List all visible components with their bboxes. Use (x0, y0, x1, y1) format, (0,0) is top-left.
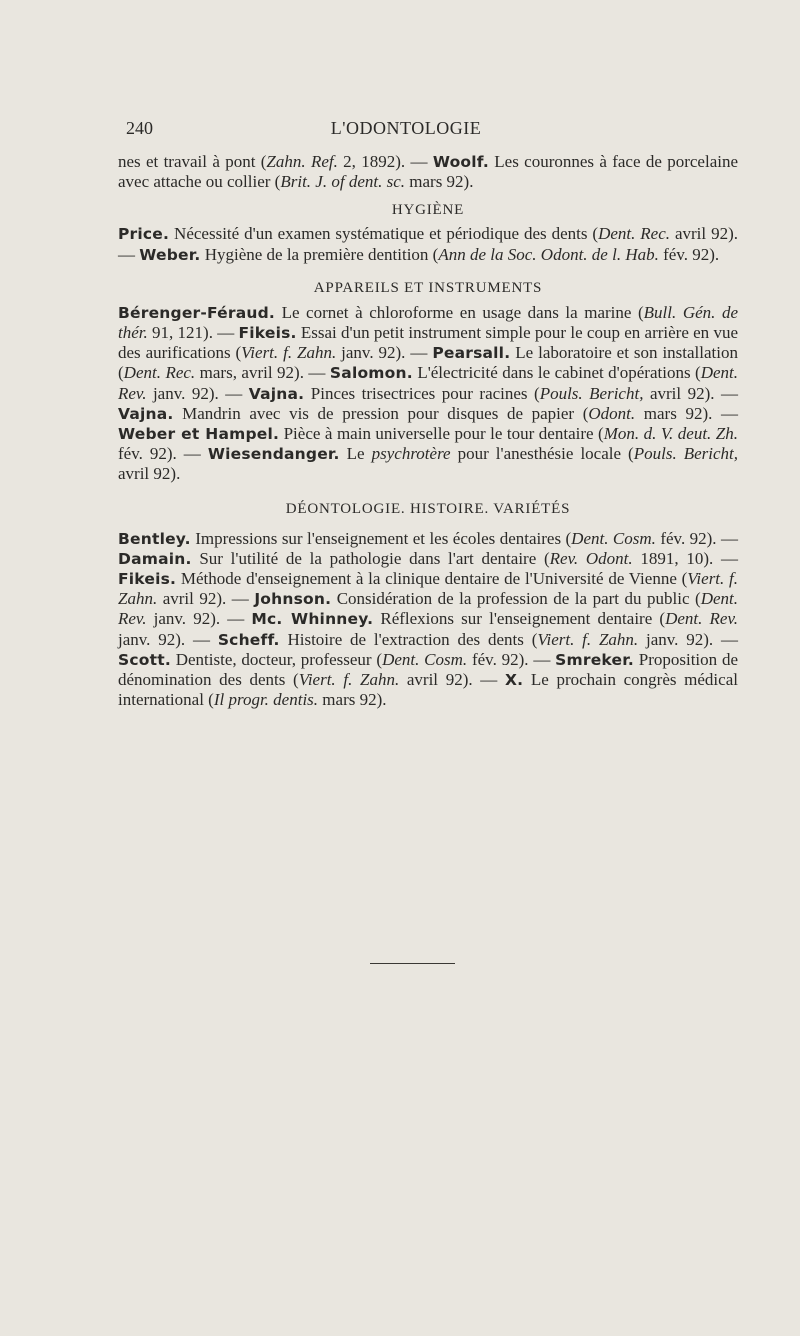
author-name: Wiesendanger. (207, 445, 340, 464)
paragraph-appareils: Bérenger-Féraud. Le cornet à chloroforme en usage dans la marine (Bull. Gén. de thér. 91, 121). — Fikeis. Essai d'un petit instrument simple pour le coup en arrière en vue des aurifications (Viert. f. Zahn. janv. 92). — Pearsall. Le laboratoire et son installation (Dent. Rec. mars, avril 92). — Salomon. L'électricité dans le cabinet d'opérations (Dent. Rev. janv. 92). — Vajna. Pinces trisectrices pour racines (Pouls. Bericht, avril 92). — Vajna. Mandrin avec vis de pression pour disques de papier (Odont. mars 92). — Weber et Hampel. Pièce à main universelle pour le tour dentaire (Mon. d. V. deut. Zh. fév. 92). — Wiesendanger. Le psychrotère pour l'anesthésie locale (Pouls. Bericht, avril 92). (118, 302, 739, 484)
author-name: Pearsall. (432, 344, 511, 363)
section-title-appareils: APPAREILS ET INSTRUMENTS (313, 279, 543, 296)
page-body (118, 152, 738, 709)
author-name: X. (504, 671, 524, 690)
section-title-hygiene: HYGIÈNE (391, 202, 465, 219)
author-name: Johnson. (254, 590, 332, 609)
author-name: Fikeis. (238, 324, 297, 343)
author-name: Scheff. (217, 630, 280, 649)
paragraph-continuation: nes et travail à pont (Zahn. Ref. 2, 1892). — Woolf. Les couronnes à face de porcelaine avec attache ou collier (Brit. J. of dent. sc. mars 92). (118, 152, 739, 192)
paragraph-hygiene: Price. Nécessité d'un examen systématique et périodique des dents (Dent. Rec. avril 92). — Weber. Hygiène de la première dentition (Ann de la Soc. Odont. de l. Hab. fév. 92). (118, 224, 738, 264)
author-name: Vajna. (118, 404, 174, 423)
author-name: Woolf. (432, 153, 489, 171)
author-name: Scott. (118, 650, 171, 669)
section-divider-rule (370, 963, 455, 964)
author-name: Fikeis. (118, 570, 177, 589)
author-name: Salomon. (329, 364, 413, 383)
author-name: Vajna. (248, 384, 305, 403)
page-header (126, 118, 686, 144)
author-name: Damain. (118, 549, 192, 568)
author-name: Smreker. (555, 650, 634, 669)
author-name: Mc. Whinney. (251, 610, 374, 629)
page-number: 240 (126, 118, 153, 138)
author-name: Price. (118, 225, 170, 244)
author-name: Bentley. (118, 529, 191, 548)
section-title-deontologie: DÉONTOLOGIE. HISTOIRE. VARIÉTÉS (285, 500, 571, 517)
running-title: L'ODONTOLOGIE (330, 118, 482, 138)
paragraph-deontologie: Bentley. Impressions sur l'enseignement et les écoles dentaires (Dent. Cosm. fév. 92). — Damain. Sur l'utilité de la pathologie dans l'art dentaire (Rev. Odont. 1891, 10). — Fikeis. Méthode d'enseignement à la clinique dentaire de l'Université de Vienne (Viert. f. Zahn. avril 92). — Johnson. Considération de la profession de la part du public (Dent. Rev. janv. 92). — Mc. Whinney. Réflexions sur l'enseignement dentaire (Dent. Rev. janv. 92). — Scheff. Histoire de l'extraction des dents (Viert. f. Zahn. janv. 92). — Scott. Dentiste, docteur, professeur (Dent. Cosm. fév. 92). — Smreker. Proposition de dénomination des dents (Viert. f. Zahn. avril 92). — X. Le prochain congrès médical international (Il progr. dentis. mars 92). (118, 528, 739, 710)
author-name: Weber et Hampel. (118, 425, 280, 444)
author-name: Weber. (139, 245, 201, 264)
author-name: Bérenger-Féraud. (118, 303, 275, 322)
